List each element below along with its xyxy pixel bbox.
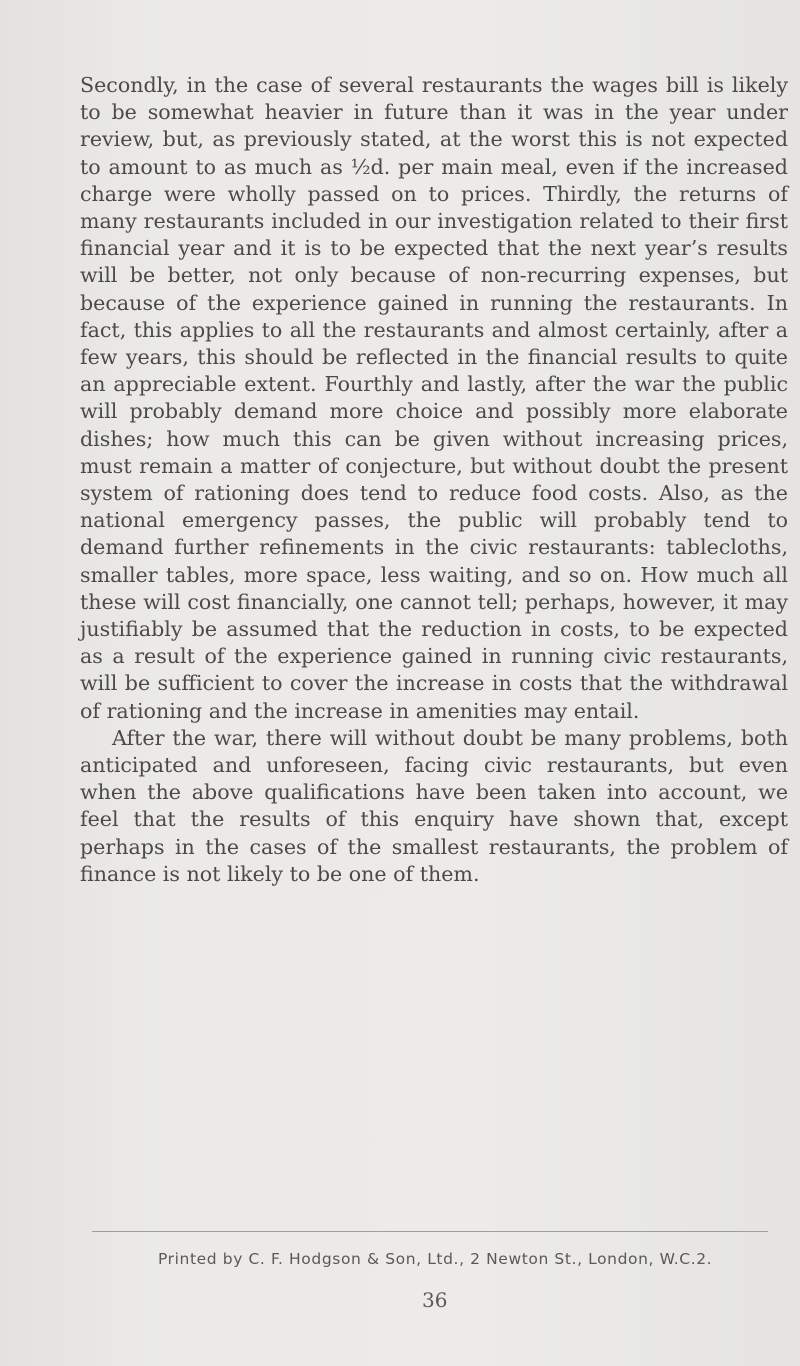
page-number: 36 (422, 1288, 448, 1312)
printer-imprint: Printed by C. F. Hodgson & Son, Ltd., 2 Newton St., London, W.C.2. (158, 1250, 713, 1268)
body-text (80, 72, 788, 888)
paragraph-1: Secondly, in the case of several restaurants the wages bill is likely to be somewhat heavier in future than it was in the year under review, but, as previously stated, at the worst this is not expected to amount to as much as ½d. per main meal, even if the increased charge were wholly passed on to prices. Thirdly, the returns of many restaurants included in our investigation related to their first financial year and it is to be expected that the next year’s results will be better, not only because of non-recurring expenses, but because of the experience gained in running the restaurants. In fact, this applies to all the restaurants and almost certainly, after a few years, this should be reflected in the financial results to quite an appreciable extent. Fourthly and lastly, after the war the public will probably demand more choice and possibly more elaborate dishes; how much this can be given without increasing prices, must remain a matter of conjecture, but without doubt the present system of rationing does tend to reduce food costs. Also, as the national emergency passes, the public will probably tend to demand further refinements in the civic restaurants: tablecloths, smaller tables, more space, less waiting, and so on. How much all these will cost financially, one cannot tell; perhaps, however, it may justifiably be assumed that the reduction in costs, to be expected as a result of the experience gained in running civic restaurants, will be sufficient to cover the increase in costs that the withdrawal of rationing and the increase in amenities may entail. (80, 73, 788, 723)
paragraph-2: After the war, there will without doubt be many problems, both anticipated and unforeseen, facing civic restaurants, but even when the above qualifications have been taken into account, we feel that the results of this enquiry have shown that, except perhaps in the cases of the smallest restaurants, the problem of finance is not likely to be one of them. (80, 725, 788, 886)
footer-rule (92, 1231, 768, 1232)
